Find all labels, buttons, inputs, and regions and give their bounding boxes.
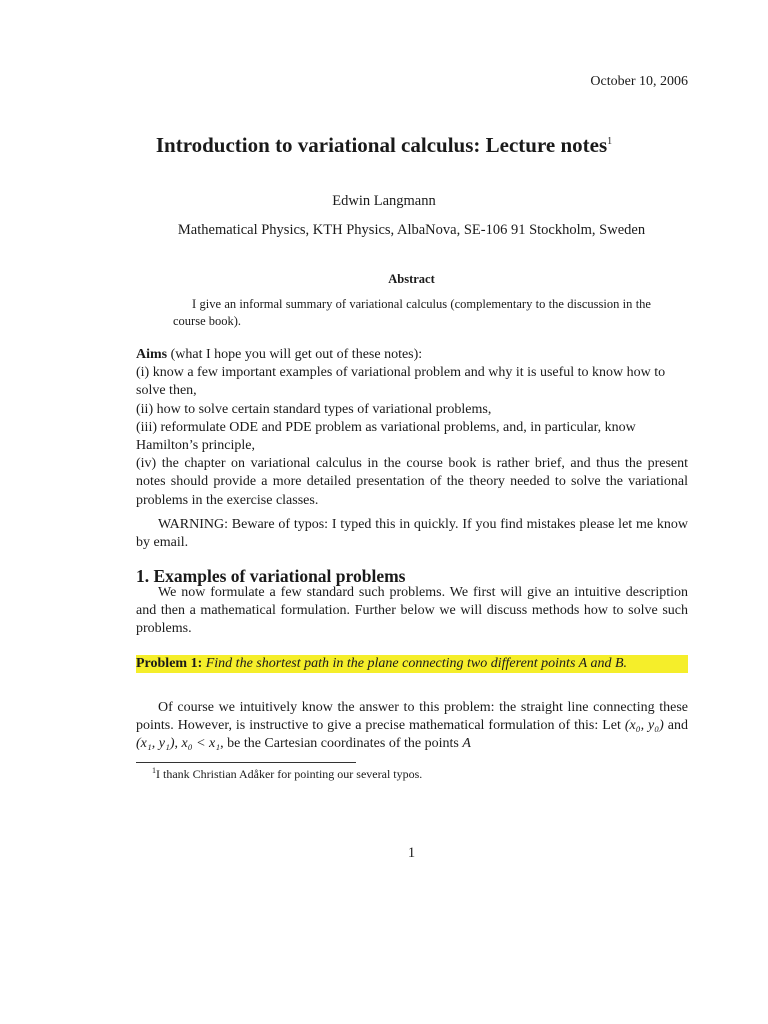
formulation-text-a: Of course we intuitively know the answer to this problem: the straight line connecting these points. However, is instructive to give a precise mathematical formulation of this: Let: [136, 700, 688, 734]
aims-item-4: (iv) the chapter on variational calculus in the course book is rather brief, and thus the present notes should provide a more detailed presentation of the theory needed to solve the variational problems in the exercise classes.: [136, 456, 688, 508]
aims-block: [136, 346, 688, 510]
aims-item-3: (iii) reformulate ODE and PDE problem as variational problems, and, in particular, know Hamilton’s principle,: [136, 419, 636, 454]
footnote-mark: 1: [152, 766, 156, 775]
warning-text: WARNING: Beware of typos: I typed this in quickly. If you find mistakes please let me know by email.: [136, 517, 688, 551]
problem-label: Problem 1:: [136, 656, 203, 671]
formulation-text-b: , be the Cartesian coordinates of the points: [220, 736, 463, 752]
math-inequality: x₀ < x₁: [181, 736, 221, 752]
formulation-paragraph: [136, 699, 688, 754]
formulation-comma: ,: [174, 736, 182, 752]
aims-item-1: (i) know a few important examples of variational problem and why it is useful to know how to solve then,: [136, 365, 666, 399]
abstract-body: I give an informal summary of variational calculus (complementary to the discussion in the course book).: [173, 297, 651, 328]
affiliation: Mathematical Physics, KTH Physics, AlbaNova, SE-106 91 Stockholm, Sweden: [177, 222, 646, 238]
warning-paragraph: [136, 516, 688, 552]
aims-item-2: (ii) how to solve certain standard types of variational problems,: [136, 401, 492, 417]
footnote-text: I thank Christian Adåker for pointing our several typos.: [156, 767, 423, 781]
author: Edwin Langmann: [332, 193, 436, 209]
title-text: Introduction to variational calculus: Lecture notes: [155, 133, 608, 157]
section-paragraph: [136, 584, 688, 639]
page-number: 1: [407, 845, 416, 861]
problem-1-highlight: [136, 655, 688, 673]
section-text: We now formulate a few standard such problems. We first will give an intuitive description and then a mathematical formulation. Further below we will discuss methods how to solve such problems.: [136, 585, 688, 637]
aims-line: [136, 346, 688, 364]
abstract-heading: Abstract: [388, 272, 435, 286]
aims-intro: (what I hope you will get out of these notes):: [167, 347, 423, 362]
date: October 10, 2006: [590, 74, 688, 89]
abstract-text: [173, 296, 651, 330]
footnote: [152, 766, 422, 782]
formulation-and: and: [663, 718, 688, 734]
footnote-rule: [136, 762, 356, 763]
section-heading: 1. Examples of variational problems: [136, 566, 406, 586]
problem-text: Find the shortest path in the plane connecting two different points A and B.: [205, 656, 627, 671]
title-footnote-mark: 1: [607, 136, 613, 147]
math-point-0: (x₀, y₀): [624, 718, 664, 734]
paper-title: [0, 133, 768, 158]
aims-label: Aims: [136, 347, 168, 362]
math-point-1: (x₁, y₁): [136, 736, 175, 752]
math-point-a: A: [462, 736, 471, 752]
